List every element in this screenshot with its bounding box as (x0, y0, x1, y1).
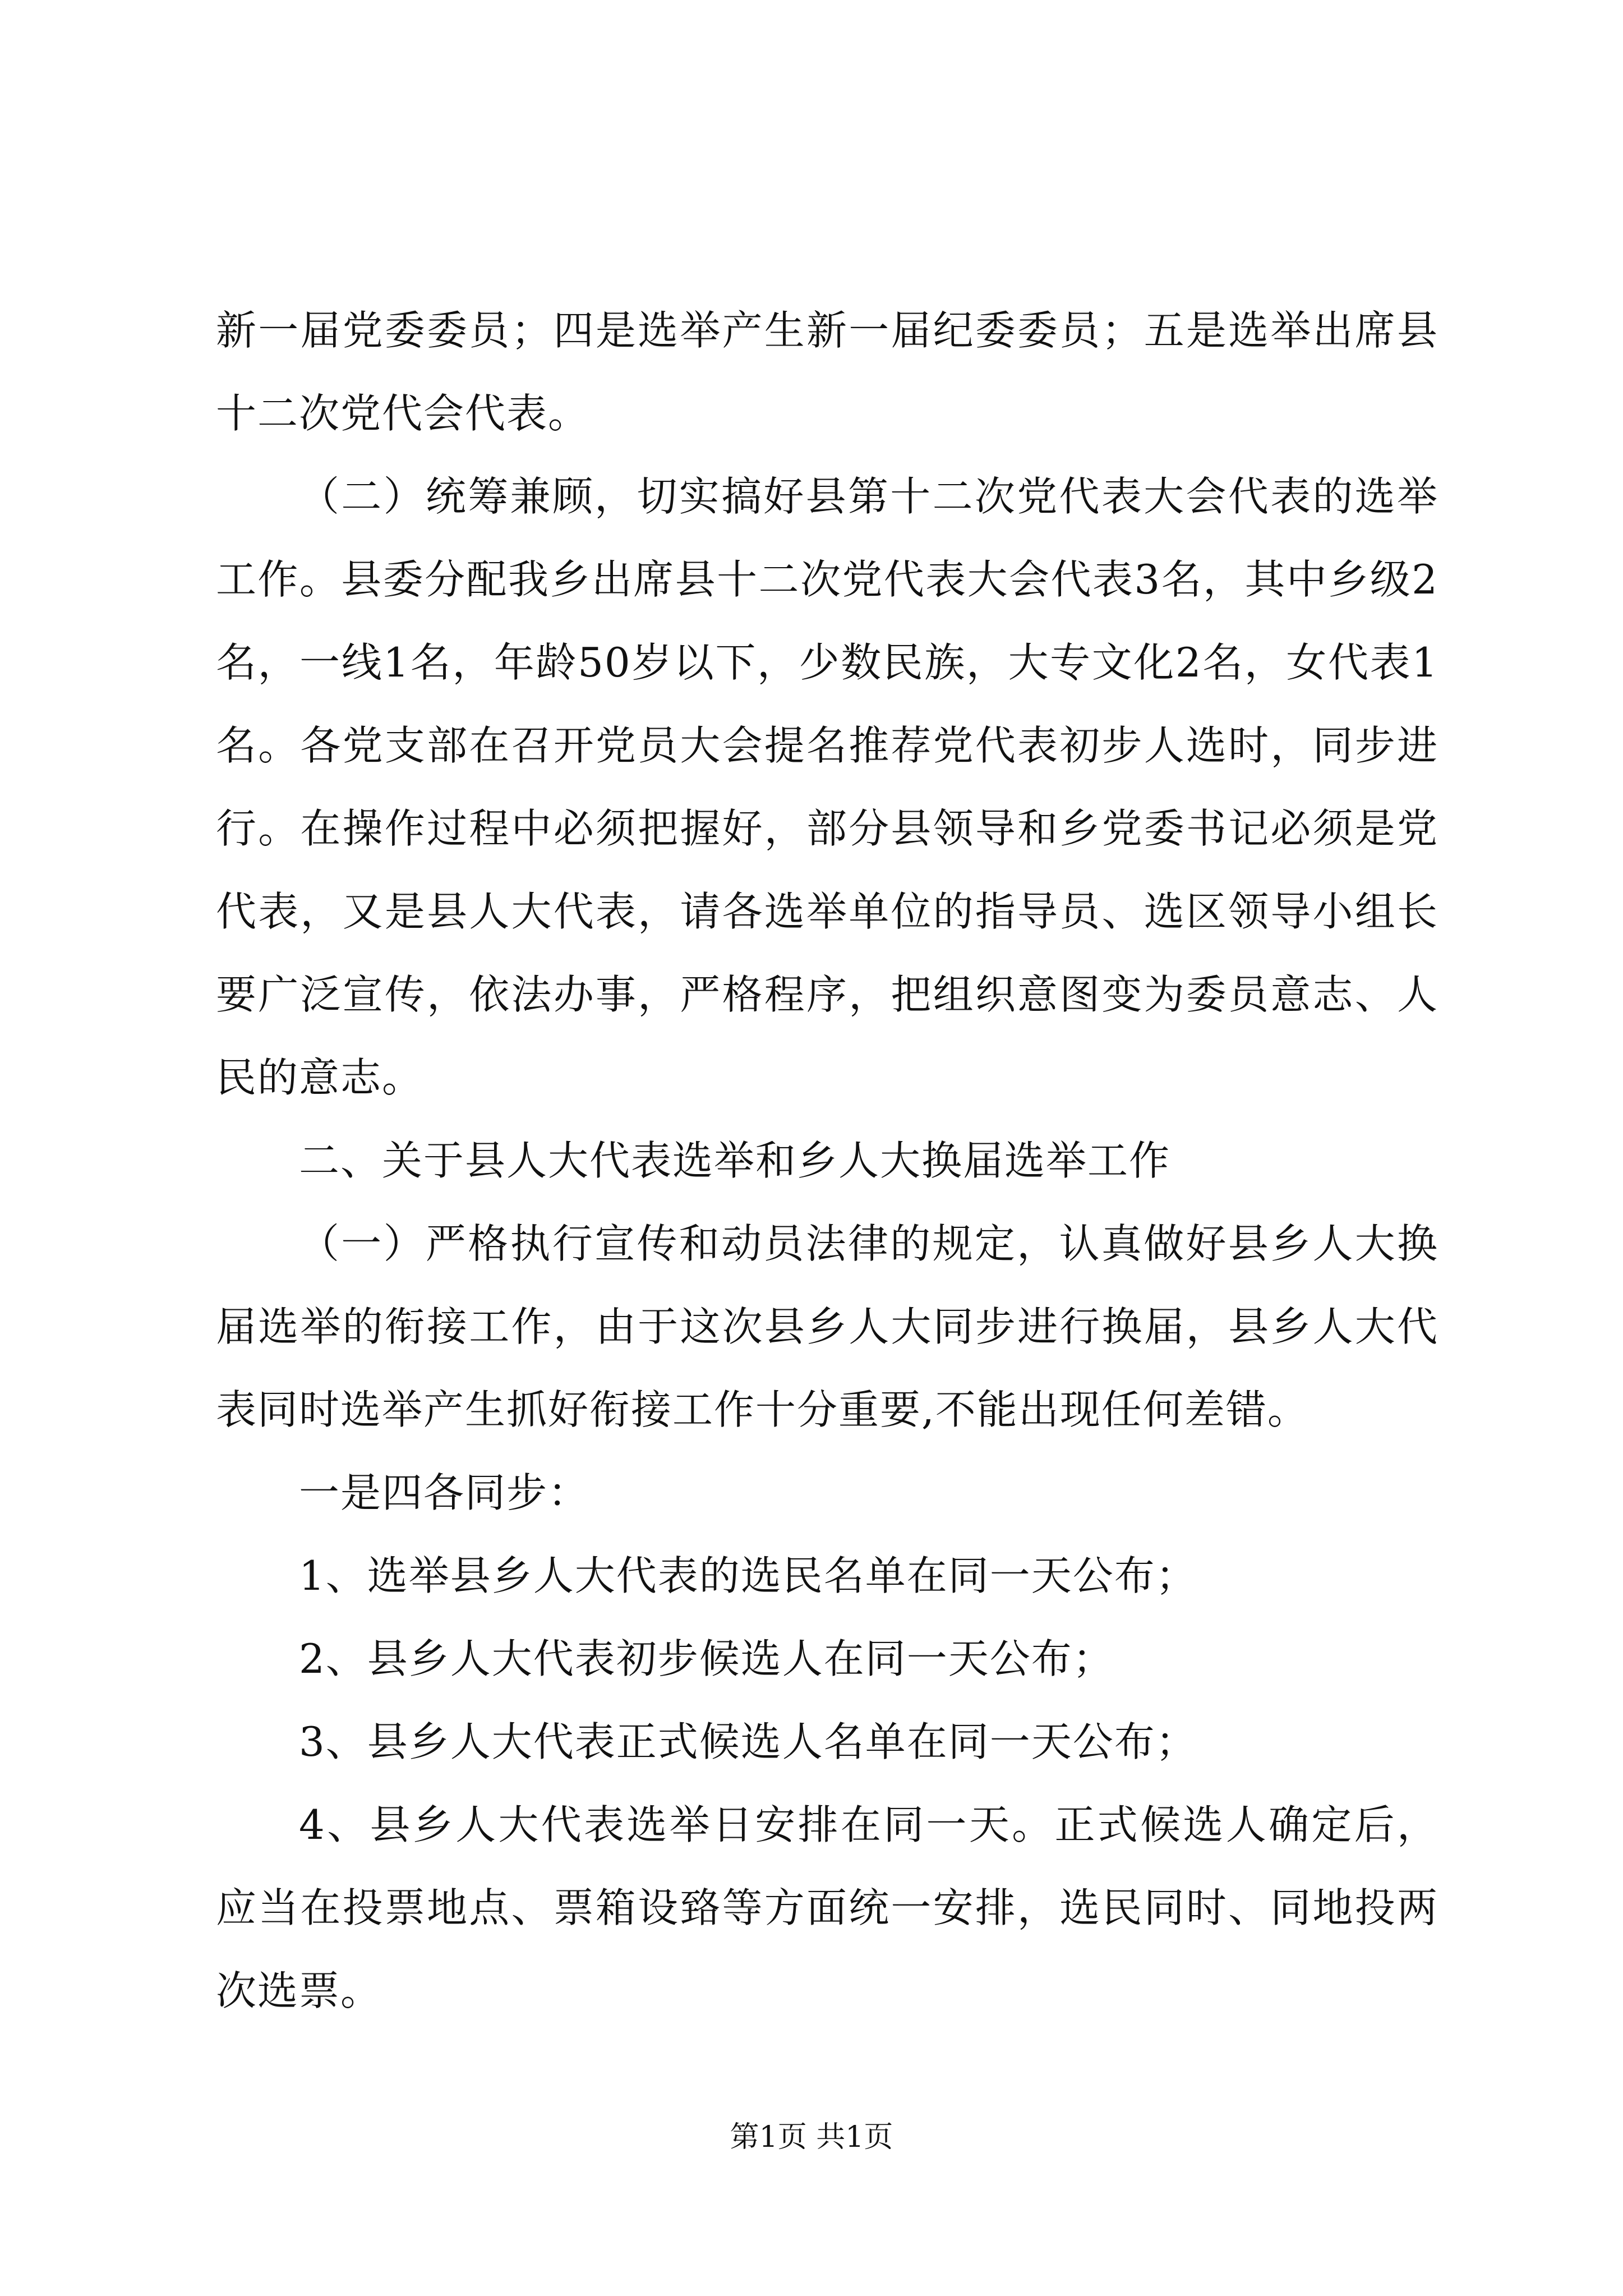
list-item-1: 1、选举县乡人大代表的选民名单在同一天公布； (299, 1552, 1197, 1599)
page-footer: 第1页 共1页 (730, 2120, 893, 2154)
paragraph-2: （二）统筹兼顾，切实搞好县第十二次党代表大会代表的选举工作。县委分配我乡出席县十二次党代表大会代表3名，其中乡级2名，一线1名，年龄50岁以下，少数民族，大专文化2名，女代表1名。各党支部在召开党员大会提名推荐党代表初步人选时，同步进行。在操作过程中必须把握好，部分县领导和乡党委书记必须是党代表，又是县人大代表，请各选举单位的指导员、选区领导小组长要广泛宣传，依法办事，严格程序，把组织意图变为委员意志、人民的意志。 (216, 473, 1438, 1101)
list-item-2: 2、县乡人大代表初步候选人在同一天公布； (299, 1635, 1114, 1682)
paragraph-4: 一是四各同步： (299, 1469, 590, 1516)
section-heading-2: 二、关于县人大代表选举和乡人大换届选举工作 (299, 1137, 1171, 1184)
document-body (216, 289, 1438, 2032)
paragraph-1: 新一届党委委员；四是选举产生新一届纪委委员；五是选举出席县十二次党代会代表。 (216, 307, 1438, 437)
list-item-3: 3、县乡人大代表正式候选人名单在同一天公布； (299, 1718, 1197, 1765)
paragraph-3: （一）严格执行宣传和动员法律的规定，认真做好县乡人大换届选举的衔接工作，由于这次县乡人大同步进行换届，县乡人大代表同时选举产生抓好衔接工作十分重要,不能出现任何差错。 (216, 1220, 1438, 1433)
list-item-4: 4、县乡人大代表选举日安排在同一天。正式候选人确定后，应当在投票地点、票箱设臵等方面统一安排，选民同时、同地投两次选票。 (216, 1801, 1438, 2014)
